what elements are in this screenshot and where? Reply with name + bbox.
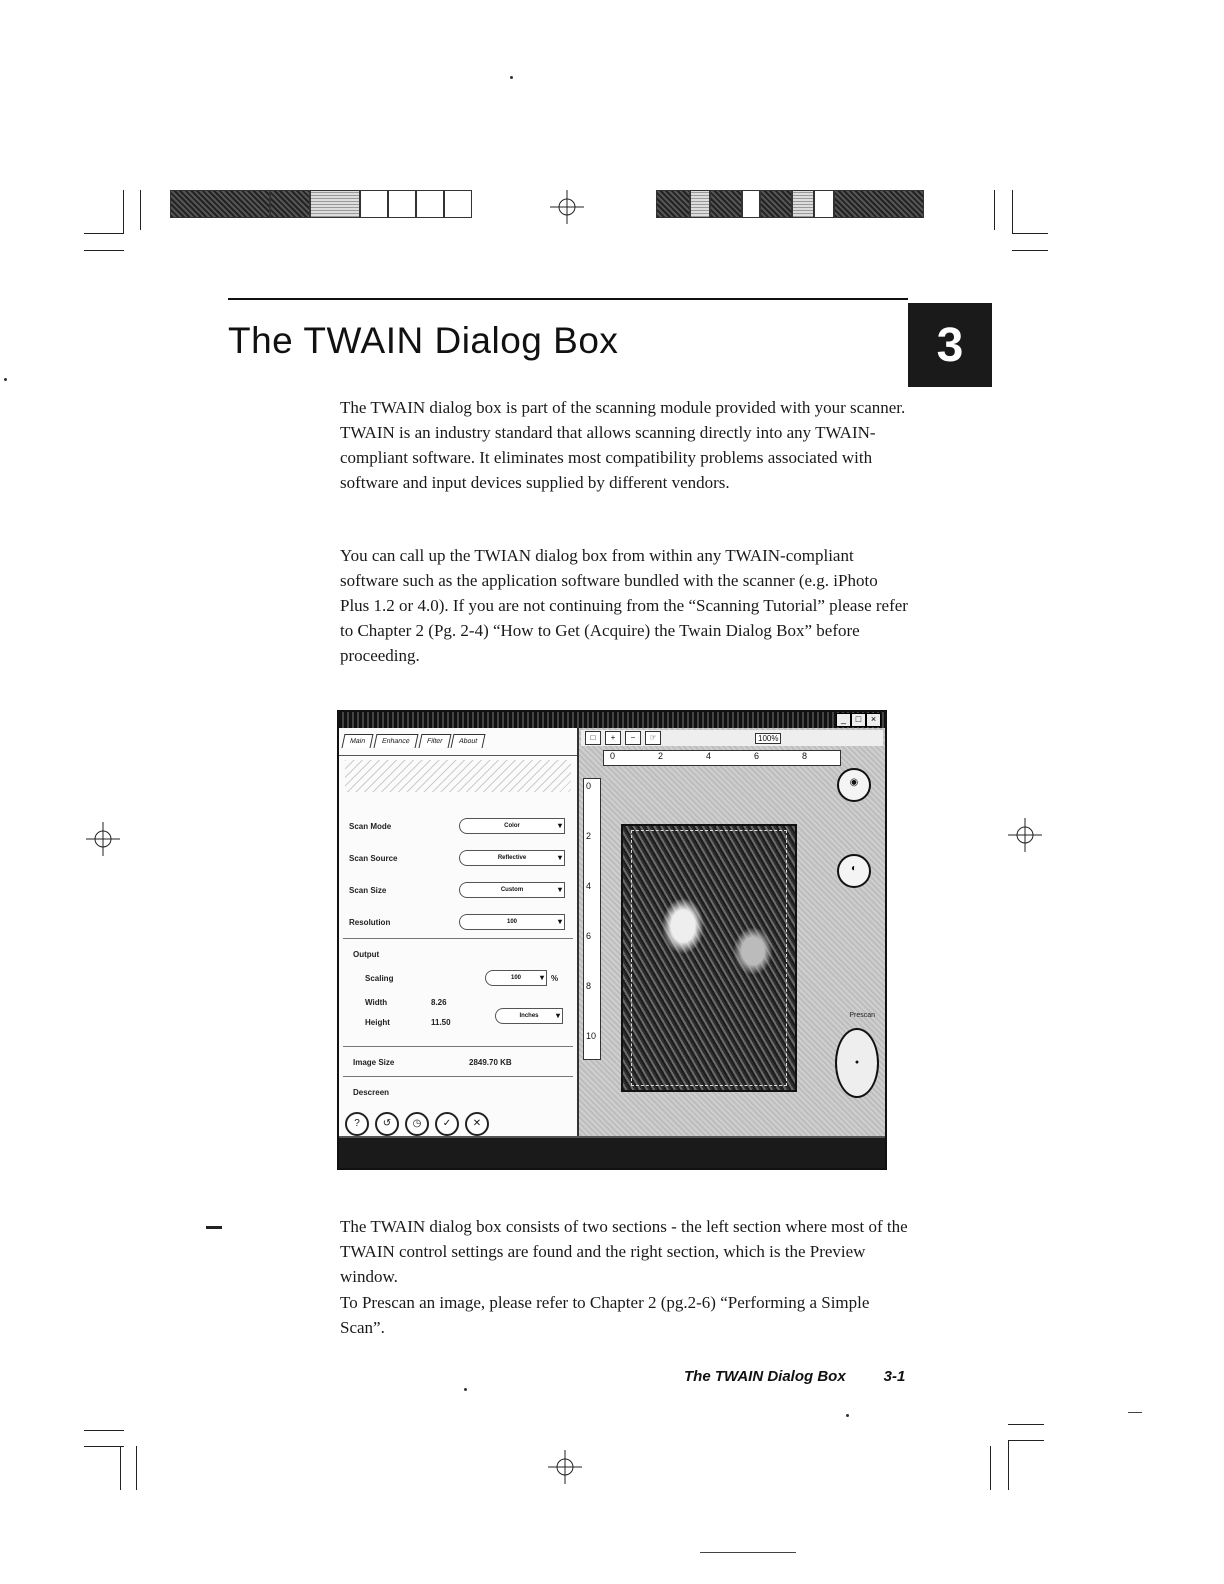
ruler-tick-label: 0 <box>586 781 592 791</box>
crop-mark <box>84 1446 124 1447</box>
maximize-icon: □ <box>851 713 866 727</box>
crop-mark <box>120 1446 121 1490</box>
ruler-tick-label: 8 <box>586 981 592 991</box>
crop-mark <box>84 233 124 234</box>
arrow-mark-icon <box>206 1226 222 1229</box>
body-paragraph-1: The TWAIN dialog box is part of the scanning module provided with your scanner. TWAIN is an industry standard that allows scanning directly into any TWAIN-compliant software. It eliminates most compatibility problems associated with software and input devices supplied by different vendors. <box>340 398 906 492</box>
tab-bar <box>343 734 485 748</box>
vertical-ruler <box>583 778 601 1060</box>
unit-select: Inches ▾ <box>495 1008 563 1024</box>
zoom-out-icon: − <box>625 731 641 745</box>
output-label: Output <box>353 950 380 959</box>
title-rule <box>228 298 908 300</box>
bottom-button-row <box>345 1112 489 1136</box>
tab-filter: Filter <box>418 734 451 748</box>
page-footer <box>684 1368 905 1385</box>
zoom-level: 100% <box>755 733 781 744</box>
clock-icon: ◷ <box>405 1112 429 1136</box>
crop-mark <box>1012 250 1048 251</box>
ruler-tick-label: 2 <box>586 831 592 841</box>
ruler-tick-label: 0 <box>610 751 616 761</box>
help-icon: ? <box>345 1112 369 1136</box>
registration-mark-icon <box>86 822 120 856</box>
crop-mark <box>136 1446 137 1490</box>
scaling-unit: % <box>551 974 559 983</box>
crop-mark <box>140 190 141 230</box>
settings-pane <box>339 728 579 1138</box>
horizontal-ruler <box>603 750 841 766</box>
tab-about: About <box>451 734 486 748</box>
scan-mode-select: Color ▾ <box>459 818 565 834</box>
scan-source-label: Scan Source <box>349 854 398 863</box>
crop-mark <box>123 190 124 234</box>
registration-mark-icon <box>550 190 584 224</box>
window-titlebar <box>339 712 885 728</box>
scan-size-label: Scan Size <box>349 886 387 895</box>
width-label: Width <box>365 998 388 1007</box>
crop-mark <box>994 190 995 230</box>
minimize-icon: _ <box>836 713 851 727</box>
page-number: 3-1 <box>883 1368 906 1385</box>
ruler-tick-label: 2 <box>658 751 664 761</box>
ruler-tick-label: 8 <box>802 751 808 761</box>
resolution-select: 100 ▾ <box>459 914 565 930</box>
twain-dialog-screenshot <box>337 710 887 1170</box>
height-value: 11.50 <box>431 1018 451 1027</box>
reset-icon: ↺ <box>375 1112 399 1136</box>
color-adjust-icon: ◐ <box>837 854 871 888</box>
zoom-in-icon: + <box>605 731 621 745</box>
preview-control-icon: ◉ <box>837 768 871 802</box>
width-value: 8.26 <box>431 998 447 1007</box>
crop-mark <box>1012 190 1013 234</box>
close-icon: × <box>866 713 881 727</box>
image-size-label: Image Size <box>353 1058 395 1067</box>
scan-source-select: Reflective ▾ <box>459 850 565 866</box>
exit-icon: ✕ <box>465 1112 489 1136</box>
ruler-tick-label: 10 <box>586 1031 597 1041</box>
image-size-value: 2849.70 KB <box>469 1058 512 1067</box>
prescan-label: Prescan <box>849 1012 875 1019</box>
scan-size-select: Custom ▾ <box>459 882 565 898</box>
crop-mark <box>84 1430 124 1431</box>
scan-mode-label: Scan Mode <box>349 822 392 831</box>
scaling-label: Scaling <box>365 974 394 983</box>
body-paragraph-2: You can call up the TWIAN dialog box from within any TWAIN-compliant software such as the application software bundled with the scanner (e.g. iPhoto Plus 1.2 or 4.0). If you are not continuing from the “Scanning Tutorial” please refer to Chapter 2 (Pg. 2-4) “How to Get (Acquire) the Twain Dialog Box” before proceeding. <box>340 546 908 665</box>
hand-icon: ☞ <box>645 731 661 745</box>
tab-enhance: Enhance <box>374 734 419 748</box>
select-icon: □ <box>585 731 601 745</box>
body-paragraph-3: The TWAIN dialog box consists of two sections - the left section where most of the TWAIN control settings are found and the right section, which is the Preview window. <box>340 1217 908 1286</box>
crop-mark <box>84 250 124 251</box>
page-title: The TWAIN Dialog Box <box>228 320 619 361</box>
header-bar-left <box>170 190 472 218</box>
header-bar-right <box>656 190 924 218</box>
ruler-tick-label: 4 <box>586 881 592 891</box>
body-paragraph-4: To Prescan an image, please refer to Chapter 2 (pg.2-6) “Performing a Simple Scan”. <box>340 1293 870 1337</box>
height-label: Height <box>365 1018 390 1027</box>
ruler-tick-label: 6 <box>586 931 592 941</box>
ruler-tick-label: 4 <box>706 751 712 761</box>
check-icon: ✓ <box>435 1112 459 1136</box>
preview-toolbar <box>581 730 883 746</box>
scan-button-icon: ● <box>835 1028 879 1098</box>
ruler-tick-label: 6 <box>754 751 760 761</box>
crop-mark <box>1012 233 1048 234</box>
preview-image <box>621 824 797 1092</box>
registration-mark-icon <box>548 1450 582 1484</box>
tab-main: Main <box>342 734 374 748</box>
status-bar <box>339 1136 885 1168</box>
crop-mark <box>990 1446 991 1490</box>
preview-pane <box>579 728 885 1138</box>
descreen-checkbox: Descreen <box>353 1088 390 1097</box>
crop-mark <box>1008 1424 1044 1425</box>
crop-mark <box>1008 1440 1009 1490</box>
chapter-number-badge: 3 <box>908 303 992 387</box>
registration-mark-icon <box>1008 818 1042 852</box>
footer-running-title: The TWAIN Dialog Box <box>684 1368 846 1385</box>
scaling-select: 100 ▾ <box>485 970 547 986</box>
crop-mark <box>1008 1440 1044 1441</box>
resolution-label: Resolution <box>349 918 391 927</box>
